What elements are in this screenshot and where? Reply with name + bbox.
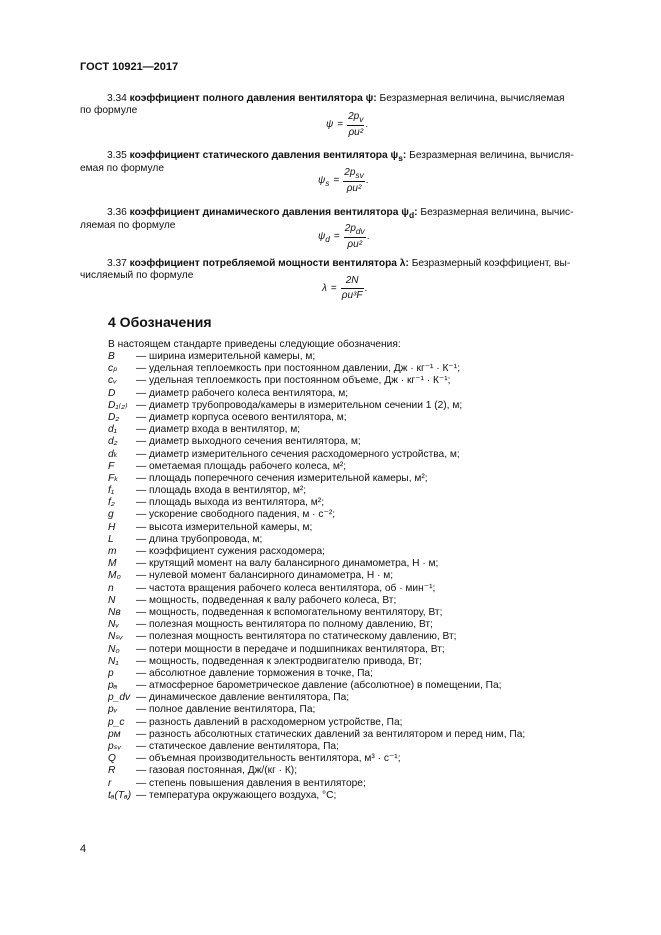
symbol: B xyxy=(108,351,115,362)
symbol-description: — потери мощности в передаче и подшипниках вентилятора, Вт; xyxy=(136,643,445,655)
symbol: cₚ xyxy=(108,363,118,375)
symbol: D₁₍₂₎ xyxy=(108,399,128,411)
symbol-description: — диаметр трубопровода/камеры в измерительном сечении 1 (2), м; xyxy=(136,399,463,411)
symbol-description: — температура окружающего воздуха, °С; xyxy=(136,789,337,801)
symbol: pᵥ xyxy=(108,704,118,716)
symbol: Nₛᵥ xyxy=(108,631,123,643)
symbol-description: — атмосферное барометрическое давление (абсолютное) в помещении, Па; xyxy=(136,680,502,692)
symbol: r xyxy=(108,777,112,789)
page-number: 4 xyxy=(80,843,87,855)
symbol-description: — частота вращения рабочего колеса вентилятора, об · мин⁻¹; xyxy=(136,582,436,594)
formula-psi-s: $\psi_s$ = $\frac{2p_{sv}}{\text{ρu²}}$ . xyxy=(318,167,369,194)
symbol: M xyxy=(108,558,117,570)
symbol: M₀ xyxy=(108,570,121,582)
def-text-cont: по формуле xyxy=(80,105,138,117)
symbol-description: — полезная мощность вентилятора по полному давлению, Вт; xyxy=(136,619,433,631)
symbol-description: — площадь выхода из вентилятора, м²; xyxy=(136,497,325,509)
def-term: коэффициент полного давления вентилятора ψ: xyxy=(129,93,377,104)
formula-lambda: λ = $\frac{2N}{\text{ρu³F}}$ . xyxy=(322,275,368,301)
symbol: F xyxy=(108,460,115,472)
symbol-description: — диаметр измерительного сечения расходомерного устройства, м; xyxy=(136,448,460,460)
symbol-description: — удельная теплоемкость при постоянном объеме, Дж · кг⁻¹ · К⁻¹; xyxy=(136,375,451,387)
symbol: f₁ xyxy=(108,485,115,497)
symbol: L xyxy=(108,533,114,545)
symbol-description: — диаметр корпуса осевого вентилятора, м; xyxy=(136,411,347,423)
symbol-description: — площадь поперечного сечения измерительной камеры, м²; xyxy=(136,472,428,484)
section-title: 4 Обозначения xyxy=(108,314,212,330)
symbol-description: — ширина измерительной камеры, м; xyxy=(136,351,316,362)
symbol: Q xyxy=(108,753,116,765)
def-term: коэффициент статического давления вентилятора ψ xyxy=(129,150,399,161)
def-term: коэффициент потребляемой мощности вентилятора λ: xyxy=(129,258,409,269)
symbol: pₛᵥ xyxy=(108,741,122,752)
symbol: dₖ xyxy=(108,448,119,460)
symbol: Fₖ xyxy=(108,472,119,484)
symbol: N₀ xyxy=(108,643,120,655)
symbol-description: — площадь входа в вентилятор, м²; xyxy=(136,485,307,497)
symbol-description: — диаметр выходного сечения вентилятора, м; xyxy=(136,436,361,448)
symbol: p_dv xyxy=(108,692,131,704)
symbol: pₐ xyxy=(108,680,118,692)
def-term: коэффициент динамического давления вентилятора ψ xyxy=(129,207,409,218)
symbol-description: — объемная производительность вентилятора, м³ · с⁻¹; xyxy=(136,753,401,765)
symbol: d₁ xyxy=(108,424,117,436)
def-text: Безразмерная величина, вычис- xyxy=(417,207,574,218)
symbol-description: — статическое давление вентилятора, Па; xyxy=(136,741,339,752)
def-text: Безразмерная величина, вычисляемая xyxy=(376,93,565,104)
formula-psi-d: $\psi_d$ = $\frac{2p_{dv}}{\text{ρu²}}$ . xyxy=(318,223,370,250)
symbol-description: — разность абсолютных статических давлений за вентилятором и перед ним, Па; xyxy=(136,728,526,740)
symbol: R xyxy=(108,765,116,777)
symbol-description: — мощность, подведенная к электродвигателю привода, Вт; xyxy=(136,655,422,667)
document-header: ГОСТ 10921—2017 xyxy=(80,61,179,73)
symbol: m xyxy=(108,546,117,557)
def-text: Безразмерная величина, вычисля- xyxy=(406,150,574,161)
def-text: Безразмерный коэффициент, вы- xyxy=(408,258,571,269)
symbol-description: — высота измерительной камеры, м; xyxy=(136,521,313,533)
symbol-description: — ометаемая площадь рабочего колеса, м²; xyxy=(136,460,347,472)
symbol-description: — удельная теплоемкость при постоянном давлении, Дж · кг⁻¹ · К⁻¹; xyxy=(136,363,461,375)
symbol: p_c xyxy=(108,716,125,728)
symbol-description: — мощность, подведенная к валу рабочего колеса, Вт; xyxy=(136,594,397,606)
def-number: 3.35 xyxy=(107,150,127,161)
symbol: g xyxy=(108,509,114,521)
symbol-description: — полезная мощность вентилятора по статическому давлению, Вт; xyxy=(136,631,457,643)
symbol: p xyxy=(108,667,114,679)
symbol: H xyxy=(108,521,116,533)
def-text-cont: емая по формуле xyxy=(80,163,165,175)
symbol-description: — разность давлений в расходомерном устройстве, Па; xyxy=(136,716,403,728)
symbol: tₐ(Tₐ) xyxy=(108,789,132,801)
def-text-cont: ляемая по формуле xyxy=(80,220,176,232)
symbol: pм xyxy=(108,728,121,740)
symbol: Nв xyxy=(108,606,121,618)
def-number: 3.34 xyxy=(107,93,127,104)
symbol-description: — мощность, подведенная к вспомогательному вентилятору, Вт; xyxy=(136,606,443,618)
symbol-description: — диаметр рабочего колеса вентилятора, м; xyxy=(136,387,349,399)
symbol-description: — нулевой момент балансирного динамометра, Н · м; xyxy=(136,570,394,582)
formula-psi: ψ = $\frac{2p_v}{\text{ρu²}}$ . xyxy=(326,111,369,138)
symbol-description: — динамическое давление вентилятора, Па; xyxy=(136,692,350,704)
symbol-description: — полное давление вентилятора, Па; xyxy=(136,704,316,716)
symbol-description: — абсолютное давление торможения в точке, Па; xyxy=(136,667,373,679)
symbol: N₁ xyxy=(108,655,119,667)
definition-3-36: 3.36 коэффициент динамического давления вентилятора $\psi_d$: Безразмерная величина, вычис- ляемая по формуле xyxy=(80,207,618,232)
symbol-description: — длина трубопровода, м; xyxy=(136,533,263,545)
symbol: Nᵥ xyxy=(108,619,119,631)
symbol: N xyxy=(108,594,116,606)
definition-3-35: 3.35 коэффициент статического давления вентилятора $\psi_s$: Безразмерная величина, вычисля- емая по формуле xyxy=(80,150,618,175)
symbol-description: — степень повышения давления в вентиляторе; xyxy=(136,777,366,789)
symbol-description: — газовая постоянная, Дж/(кг · К); xyxy=(136,765,298,777)
def-number: 3.36 xyxy=(107,207,127,218)
def-text-cont: числяемый по формуле xyxy=(80,270,194,282)
symbol-description: — коэффициент сужения расходомера; xyxy=(136,546,325,557)
symbol-description: — крутящий момент на валу балансирного динамометра, Н · м; xyxy=(136,558,439,570)
symbol-description: — диаметр входа в вентилятор, м; xyxy=(136,424,301,436)
symbol-description: — ускорение свободного падения, м · с⁻²; xyxy=(136,509,336,521)
symbol: D xyxy=(108,387,116,399)
section-intro: В настоящем стандарте приведены следующие обозначения: xyxy=(108,339,401,350)
symbol: n xyxy=(108,582,114,594)
symbol: f₂ xyxy=(108,497,115,509)
symbol: D₂ xyxy=(108,411,120,423)
symbol: d₂ xyxy=(108,436,118,448)
def-number: 3.37 xyxy=(107,258,127,269)
symbol: cᵥ xyxy=(108,375,117,387)
